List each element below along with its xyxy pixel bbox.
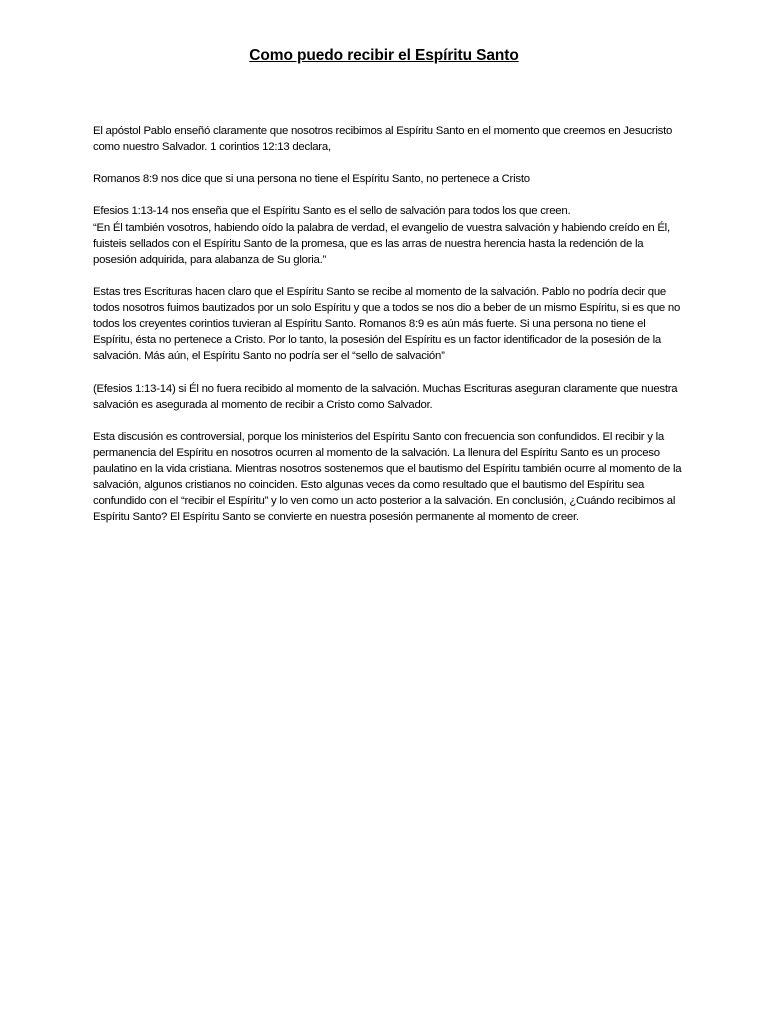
paragraph-intro: El apóstol Pablo enseñó claramente que nosotros recibimos al Espíritu Santo en el momento que creemos en Jesucristo como nuestro Salvador. 1 corintios 12:13 declara, (93, 125, 673, 154)
paragraph-efesios-intro: Efesios 1:13-14 nos enseña que el Espíritu Santo es el sello de salvación para todos los que creen. (93, 205, 571, 218)
paragraph-escrituras: Estas tres Escrituras hacen claro que el Espíritu Santo se recibe al momento de la salvación. Pablo no podría decir que todos nosotros fuimos bautizados por un solo Espíritu y que a todos se nos dio a beber de un mismo Espíritu, si es que no todos los creyentes corintios tuvieran al Espíritu Santo. Romanos 8:9 es aún más fuerte. Si una persona no tiene el Espíritu, ésta no pertenece a Cristo. Por lo tanto, la posesión del Espíritu es un factor identificador de la posesión de la salvación. Más aún, el Espíritu Santo no podría ser el “sello de salvación” (93, 285, 681, 363)
page-title: Como puedo recibir el Espíritu Santo (249, 47, 519, 64)
paragraph-efesios (93, 203, 683, 267)
paragraph-efesios-ref: (Efesios 1:13-14) si Él no fuera recibido al momento de la salvación. Muchas Escrituras aseguran claramente que nuestra salvación es asegurada al momento de recibir a Cristo como Salvador. (93, 382, 678, 411)
paragraph-conclusion: Esta discusión es controversial, porque los ministerios del Espíritu Santo con frecuencia son confundidos. El recibir y la permanencia del Espíritu en nosotros ocurren al momento de la salvación. La llenura del Espíritu Santo es un proceso paulatino en la vida cristiana. Mientras nosotros sostenemos que el bautismo del Espíritu también ocurre al momento de la salvación, algunos cristianos no coinciden. Esto algunas veces da como resultado que el bautismo del Espíritu sea confundido con el “recibir el Espíritu” y lo ven como un acto posterior a la salvación. En conclusión, ¿Cuándo recibimos al Espíritu Santo? El Espíritu Santo se convierte en nuestra posesión permanente al momento de creer. (93, 430, 682, 524)
paragraph-efesios-quote: “En Él también vosotros, habiendo oído la palabra de verdad, el evangelio de vuestra salvación y habiendo creído en Él, fuisteis sellados con el Espíritu Santo de la promesa, que es las arras de nuestra herencia hasta la redención de la posesión adquirida, para alabanza de Su gloria.” (93, 221, 670, 266)
document-body (93, 123, 683, 541)
paragraph-romanos: Romanos 8:9 nos dice que si una persona no tiene el Espíritu Santo, no pertenece a Cristo (93, 173, 530, 186)
